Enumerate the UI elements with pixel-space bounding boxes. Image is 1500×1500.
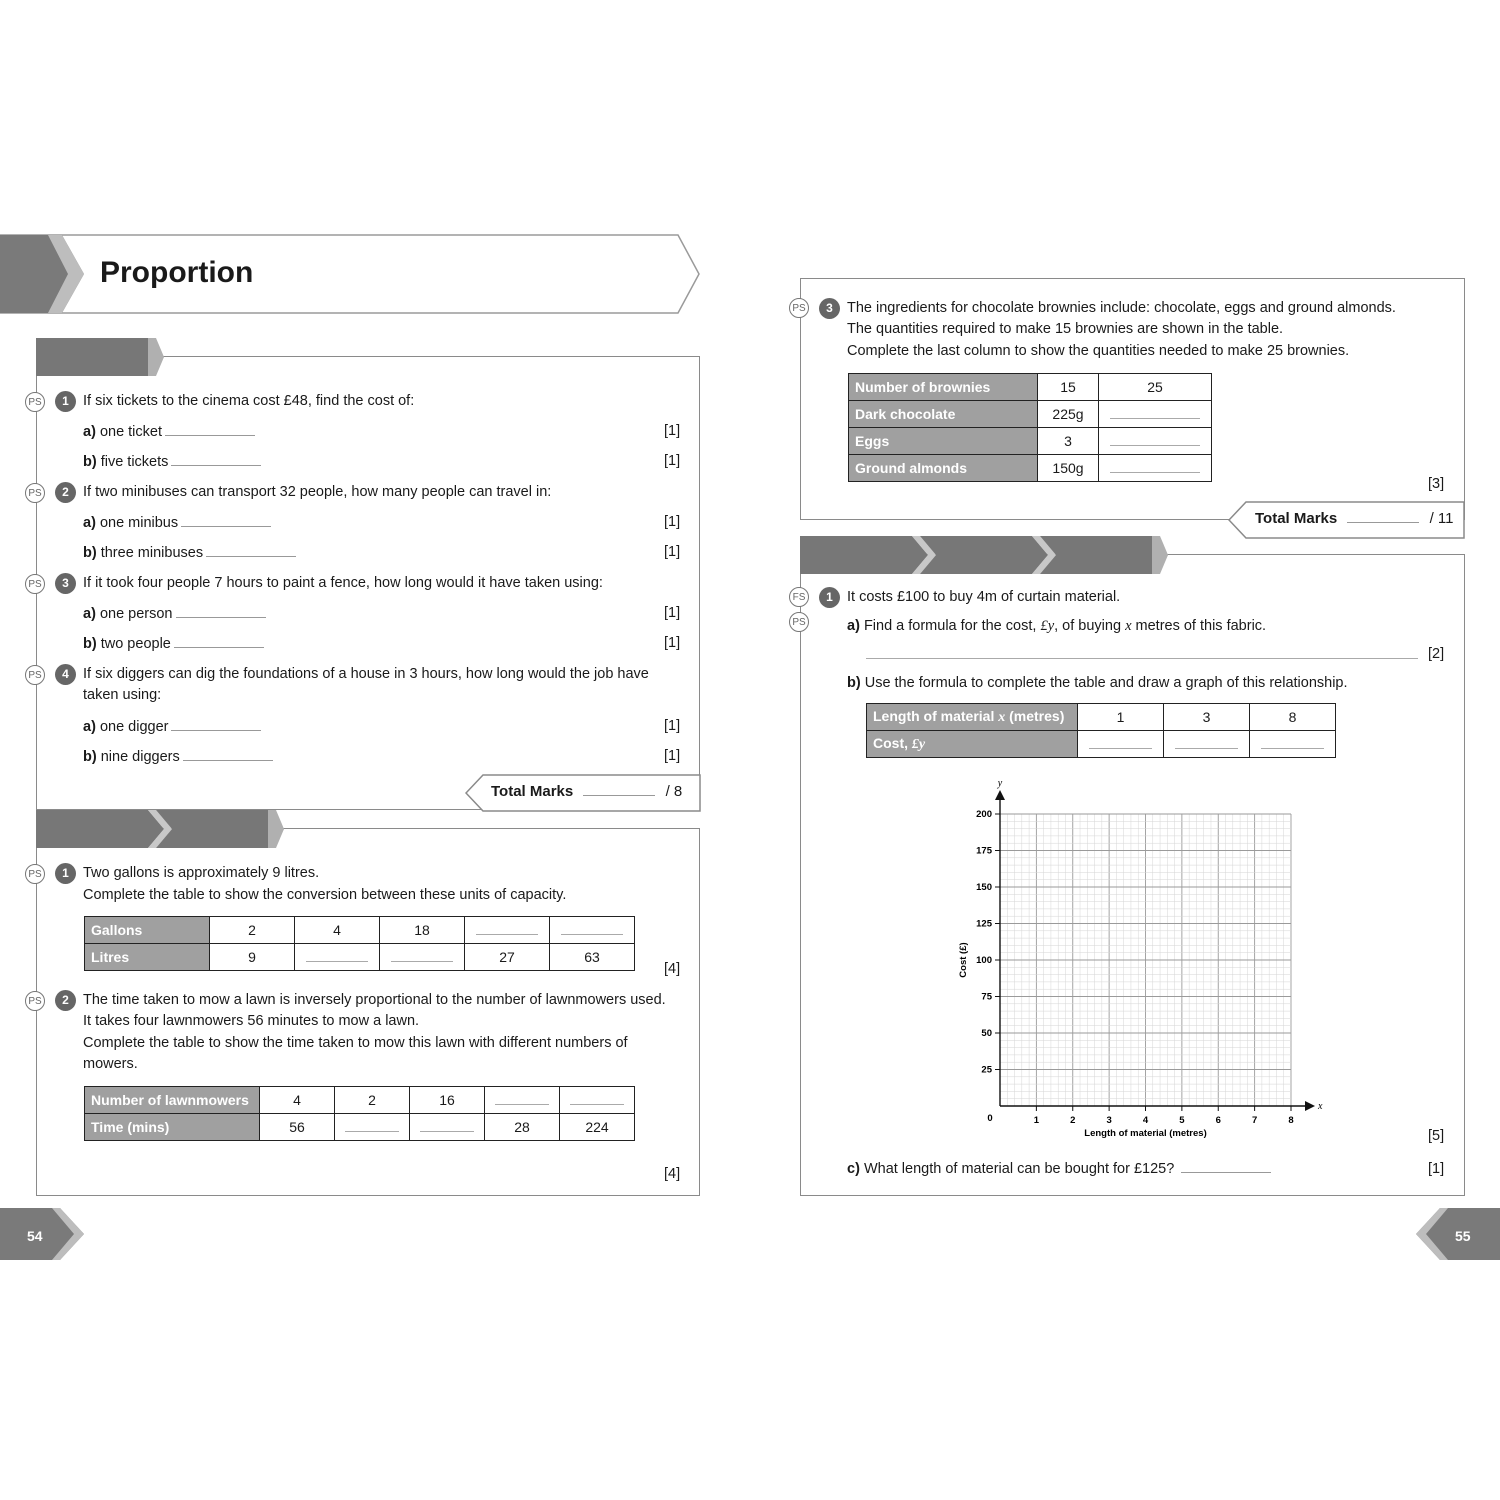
table-header: Litres [85,944,210,971]
answer-blank[interactable] [183,750,273,761]
part-text: , of buying [1054,618,1126,634]
part-label-text: one ticket [99,424,163,440]
question-number: 1 [55,391,76,412]
y-axis-label: Cost (£) [958,942,969,978]
table-header: Cost, £y [867,731,1078,758]
part-text [83,717,261,738]
total-marks-left [491,783,682,800]
question-text: Complete the last column to show the quantities needed to make 25 brownies. [847,343,1350,359]
marks: [1] [1428,1161,1445,1177]
answer-blank[interactable] [176,607,266,618]
marks: [1] [664,718,681,734]
part-text [83,422,255,443]
marks: [3] [1428,476,1445,492]
table-cell: 28 [485,1114,560,1141]
part-text [83,604,266,625]
marks: [1] [664,453,681,469]
graph-grid[interactable] [940,770,1340,1150]
x-tick-label: 5 [1179,1115,1185,1126]
question-text: If two minibuses can transport 32 people, how many people can travel in: [83,484,552,500]
x-axis-label: Length of material (metres) [1084,1128,1207,1139]
answer-cell[interactable] [1164,731,1250,758]
table-cell: 225g [1038,401,1099,428]
y-tick-label: 200 [976,809,992,820]
part-text [83,634,264,655]
table-cell: 16 [410,1087,485,1114]
part-label: a) [83,606,96,622]
marks: [5] [1428,1128,1445,1144]
answer-blank[interactable] [181,516,271,527]
variable: x [1125,618,1132,634]
question-text: Complete the table to show the conversion between these units of capacity. [83,887,567,903]
total-marks-label: Total Marks [1255,510,1338,527]
table-cell: 1 [1078,704,1164,731]
answer-cell[interactable] [560,1087,635,1114]
part-text [83,543,296,564]
question-text: The time taken to mow a lawn is inversely proportional to the number of lawnmowers used. [83,992,666,1008]
part-a-text [847,616,1266,637]
part-text: What length of material can be bought for £125? [863,1161,1175,1177]
total-marks-blank[interactable] [1347,512,1419,523]
marks: [4] [664,961,681,977]
total-marks-label: Total Marks [491,783,574,800]
part-label-text: two people [100,636,171,652]
table-header: Gallons [85,917,210,944]
table-cell: 224 [560,1114,635,1141]
page-number: 54 [27,1228,43,1244]
answer-cell[interactable] [1099,401,1212,428]
answer-blank[interactable] [171,455,261,466]
answer-cell[interactable] [1099,455,1212,482]
question-text: If it took four people 7 hours to paint a fence, how long would it have taken using: [83,575,603,591]
answer-cell[interactable] [380,944,465,971]
answer-cell[interactable] [465,917,550,944]
part-label-text: one person [99,606,173,622]
x-tick-label: 7 [1251,1115,1258,1126]
table-cell: 2 [335,1087,410,1114]
section-2-tab [36,810,288,848]
ps-badge: PS [25,392,45,412]
marks: [1] [664,423,681,439]
question-number: 1 [819,587,840,608]
table-cell: 4 [295,917,380,944]
table-cell: 56 [260,1114,335,1141]
table-cell: 150g [1038,455,1099,482]
marks: [1] [664,748,681,764]
part-label: c) [847,1161,860,1177]
total-marks-value: / 11 [1429,510,1454,527]
x-tick-label: 6 [1215,1115,1221,1126]
part-text: metres of this fabric. [1131,618,1267,634]
answer-cell[interactable] [1099,428,1212,455]
question-number: 1 [55,863,76,884]
question-number: 3 [55,573,76,594]
total-marks-right [1255,510,1454,527]
question-number: 2 [55,482,76,503]
part-label: a) [83,719,96,735]
part-label: b) [83,545,97,561]
table-cell: 25 [1099,374,1212,401]
ps-badge: PS [25,483,45,503]
variable: £y [1040,618,1055,634]
part-label: b) [847,675,861,691]
y-tick-label: 150 [976,882,992,893]
table-cell: 2 [210,917,295,944]
part-text: Find a formula for the cost, [863,618,1041,634]
total-marks-blank[interactable] [583,785,655,796]
marks: [2] [1428,646,1445,662]
part-label: b) [83,454,97,470]
table-cell: 4 [260,1087,335,1114]
question-text: It costs £100 to buy 4m of curtain material. [847,589,1121,605]
y-tick-label: 125 [976,918,992,930]
table-cell: 63 [550,944,635,971]
y-axis-name: y [997,778,1003,789]
part-label-text: nine diggers [100,749,180,765]
ps-badge: PS [789,298,809,318]
cost-table [866,703,1336,758]
x-tick-label: 4 [1142,1115,1149,1126]
answer-blank[interactable] [165,425,255,436]
gallons-litres-table [84,916,635,971]
x-tick-label: 2 [1070,1115,1076,1126]
table-header: Eggs [849,428,1038,455]
page-number-tab-left [0,1207,86,1261]
section-3-tab [800,536,1174,574]
marks: [4] [664,1166,681,1182]
table-cell: 15 [1038,374,1099,401]
part-text [83,747,273,768]
part-text: Use the formula to complete the table and draw a graph of this relationship. [864,675,1348,691]
y-tick-label: 175 [976,845,992,857]
answer-blank[interactable] [174,637,264,648]
question-number: 2 [55,990,76,1011]
page-title: Proportion [100,256,254,289]
marks: [1] [664,605,681,621]
answer-line[interactable] [866,658,1418,659]
lawnmowers-table [84,1086,635,1141]
question-text: Two gallons is approximately 9 litres. [83,865,320,881]
part-c-text [847,1159,1271,1180]
ps-badge: PS [25,991,45,1011]
x-tick-label: 8 [1288,1115,1294,1126]
question-number: 3 [819,298,840,319]
part-label: b) [83,636,97,652]
part-label: b) [83,749,97,765]
table-header: Ground almonds [849,455,1038,482]
table-cell: 3 [1164,704,1250,731]
marks: [1] [664,514,681,530]
x-axis-name: x [1318,1101,1323,1112]
answer-cell[interactable] [410,1114,485,1141]
x-tick-label: 3 [1106,1115,1112,1126]
answer-cell[interactable] [485,1087,560,1114]
table-header: Time (mins) [85,1114,260,1141]
answer-cell[interactable] [1250,731,1336,758]
answer-blank[interactable] [1181,1162,1271,1173]
table-cell: 3 [1038,428,1099,455]
table-cell: 8 [1250,704,1336,731]
ps-badge: PS [789,612,809,632]
part-label: a) [847,618,860,634]
y-tick-label: 75 [981,991,992,1003]
question-text: If six diggers can dig the foundations of a house in 3 hours, how long would the job have taken using: [83,666,649,703]
question-text: Complete the table to show the time taken to mow this lawn with different numbers of mowers. [83,1035,628,1072]
question-number: 4 [55,664,76,685]
y-tick-label: 50 [981,1028,992,1039]
answer-blank[interactable] [206,546,296,557]
x-axis-arrow [1305,1101,1315,1111]
brownies-table [848,373,1212,482]
part-label: a) [83,515,96,531]
ps-badge: PS [25,574,45,594]
marks: [1] [664,544,681,560]
fs-badge: FS [789,587,809,607]
part-label-text: one minibus [99,515,179,531]
x-tick-label: 1 [1033,1115,1040,1126]
answer-cell[interactable] [335,1114,410,1141]
part-b-text [847,673,1348,694]
total-marks-value: / 8 [665,783,683,800]
ps-badge: PS [25,864,45,884]
table-header: Length of material x (metres) [867,704,1078,731]
table-header: Number of brownies [849,374,1038,401]
part-label-text: five tickets [100,454,169,470]
answer-blank[interactable] [171,720,261,731]
question-text: The quantities required to make 15 brownies are shown in the table. [847,321,1284,337]
part-label-text: one digger [99,719,169,735]
ps-badge: PS [25,665,45,685]
part-label-text: three minibuses [100,545,204,561]
table-header: Dark chocolate [849,401,1038,428]
origin-label: 0 [987,1113,993,1124]
table-header: Number of lawnmowers [85,1087,260,1114]
question-text: It takes four lawnmowers 56 minutes to mow a lawn. [83,1013,420,1029]
table-cell: 18 [380,917,465,944]
answer-cell[interactable] [1078,731,1164,758]
question-text: If six tickets to the cinema cost £48, find the cost of: [83,393,415,409]
marks: [1] [664,635,681,651]
part-text [83,452,261,473]
part-text [83,513,271,534]
page-number: 55 [1455,1228,1471,1244]
answer-cell[interactable] [295,944,380,971]
part-label: a) [83,424,96,440]
y-tick-label: 25 [981,1064,992,1076]
section-1-tab [36,338,166,376]
answer-cell[interactable] [550,917,635,944]
question-text: The ingredients for chocolate brownies include: chocolate, eggs and ground almonds. [847,300,1396,316]
table-cell: 27 [465,944,550,971]
y-tick-label: 100 [976,955,992,966]
y-axis-arrow [995,790,1005,800]
table-cell: 9 [210,944,295,971]
